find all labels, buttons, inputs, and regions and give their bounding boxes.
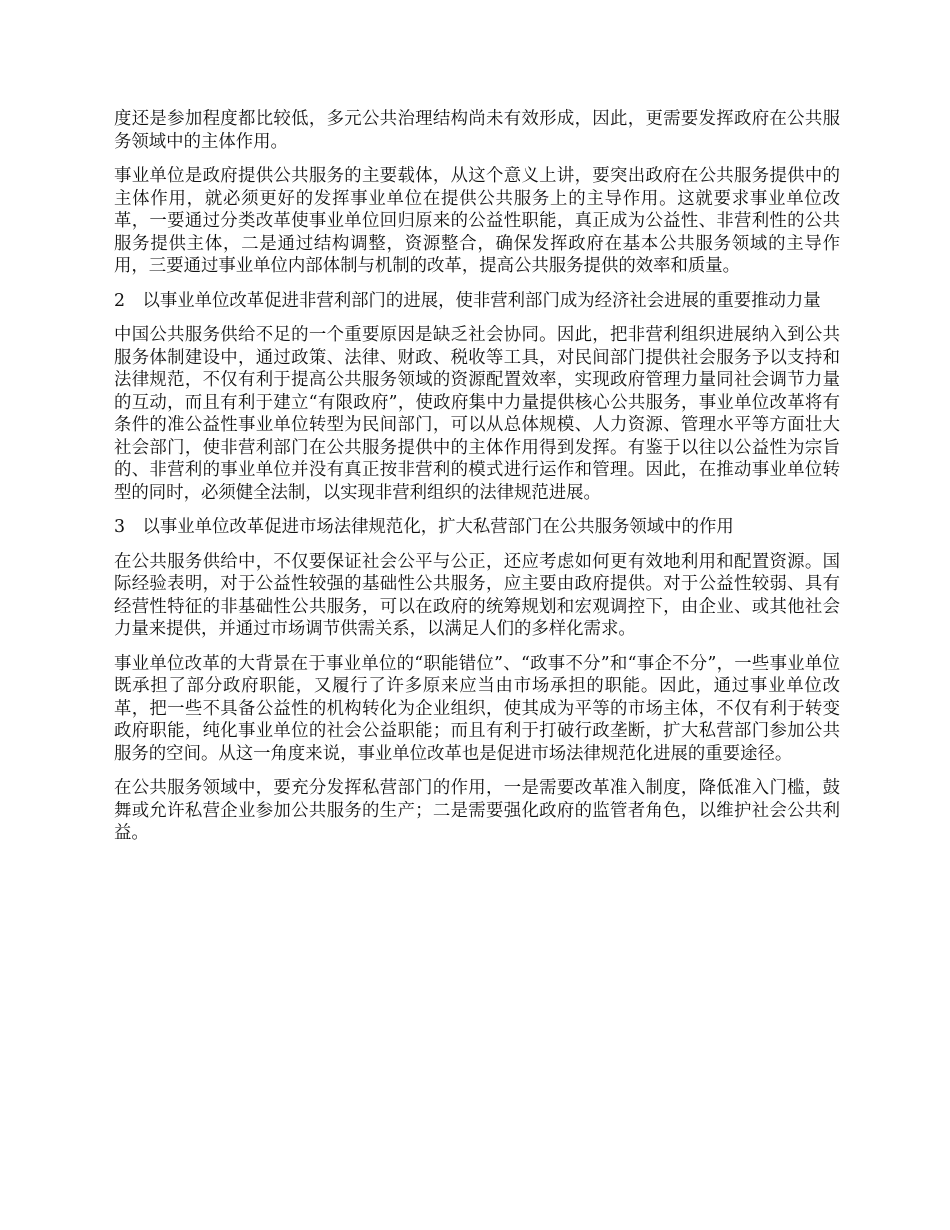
paragraph-1: 度还是参加程度都比较低，多元公共治理结构尚未有效形成，因此，更需要发挥政府在公共服务领域中的主体作用。	[114, 109, 840, 152]
document-page	[114, 108, 840, 857]
paragraph-6: 在公共服务领域中，要充分发挥私营部门的作用，一是需要改革准入制度，降低准入门槛，鼓舞或允许私营企业参加公共服务的生产；二是需要强化政府的监管者角色，以维护社会公共利益。	[114, 778, 840, 843]
paragraph-4: 在公共服务供给中，不仅要保证社会公平与公正，还应考虑如何更有效地利用和配置资源。国际经验表明，对于公益性较强的基础性公共服务，应主要由政府提供。对于公益性较弱、具有经营性特征的非基础性公共服务，可以在政府的统筹规划和宏观调控下，由企业、或其他社会力量来提供，并通过市场调节供需关系，以满足人们的多样化需求。	[114, 551, 840, 639]
paragraph-5: 事业单位改革的大背景在于事业单位的“职能错位”、“政事不分”和“事企不分”，一些事业单位既承担了部分政府职能，又履行了许多原来应当由市场承担的职能。因此，通过事业单位改革，把一些不具备公益性的机构转化为企业组织，使其成为平等的市场主体，不仅有利于转变政府职能，纯化事业单位的社会公益职能；而且有利于打破行政垄断，扩大私营部门参加公共服务的空间。从这一角度来说，事业单位改革也是促进市场法律规范化进展的重要途径。	[114, 653, 840, 764]
paragraph-3: 中国公共服务供给不足的一个重要原因是缺乏社会协同。因此，把非营利组织进展纳入到公共服务体制建设中，通过政策、法律、财政、税收等工具，对民间部门提供社会服务予以支持和法律规范，不仅有利于提高公共服务领域的资源配置效率，实现政府管理力量同社会调节力量的互动，而且有利于建立“有限政府”，使政府集中力量提供核心公共服务，事业单位改革将有条件的准公益性事业单位转型为民间部门，可以从总体规模、人力资源、管理水平等方面壮大社会部门，使非营利部门在公共服务提供中的主体作用得到发挥。有鉴于以往以公益性为宗旨的、非营利的事业单位并没有真正按非营利的模式进行运作和管理。因此，在推动事业单位转型的同时，必须健全法制，以实现非营利组织的法律规范进展。	[114, 325, 840, 503]
section-heading-3: 3 以事业单位改革促进市场法律规范化，扩大私营部门在公共服务领域中的作用	[114, 517, 734, 537]
section-heading-2: 2 以事业单位改革促进非营利部门的进展，使非营利部门成为经济社会进展的重要推动力量	[114, 290, 821, 311]
paragraph-2: 事业单位是政府提供公共服务的主要载体，从这个意义上讲，要突出政府在公共服务提供中的主体作用，就必须更好的发挥事业单位在提供公共服务上的主导作用。这就要求事业单位改革，一要通过分类改革使事业单位回归原来的公益性职能，真正成为公益性、非营利性的公共服务提供主体，二是通过结构调整，资源整合，确保发挥政府在基本公共服务领域的主导作用，三要通过事业单位内部体制与机制的改革，提高公共服务提供的效率和质量。	[114, 166, 840, 276]
